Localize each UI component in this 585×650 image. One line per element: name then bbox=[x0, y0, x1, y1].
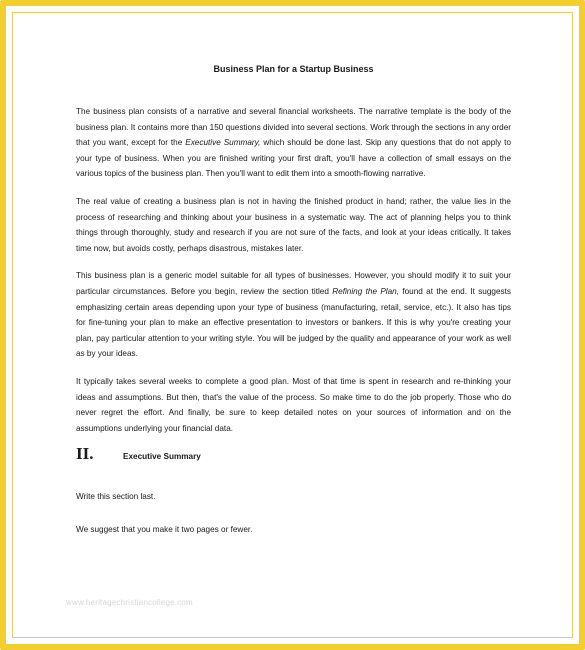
section-heading bbox=[76, 444, 511, 464]
paragraph-intro-text: The business plan consists of a narrative and several financial worksheets. The narrative template is the body of the business plan. It contains more than 150 questions divided into several sections. Work through the sections in any order that you want, except for the bbox=[76, 107, 511, 148]
watermark-text: www.heritagechristiancollege.com bbox=[66, 598, 193, 607]
document-body bbox=[76, 64, 511, 558]
section-title: Executive Summary bbox=[123, 452, 201, 462]
note-page-length: We suggest that you make it two pages or fewer. bbox=[76, 525, 253, 535]
paragraph-intro-end: which should be done last. Skip any questions that do not apply to your type of business. When you are finished writing your first draft, you'll have a collection of small essays on the various topics of the business plan. Then you'll want to edit them into a smooth-flowing narrative. bbox=[76, 138, 511, 179]
paragraph-intro bbox=[76, 104, 511, 182]
paragraph-timing: It typically takes several weeks to complete a good plan. Most of that time is spent in research and re-thinking your ideas and assumptions. But then, that's the value of the process. So make time to do the job properly. Those who do never regret the effort. And finally, be sure to keep detailed notes on your sources of information and on the assumptions underlying your financial data. bbox=[76, 376, 511, 433]
paragraph-value: The real value of creating a business plan is not in having the finished product in hand; rather, the value lies in the process of researching and thinking about your business in a systematic way. The act of planning helps you to think things through thoroughly, study and research if you are not sure of the facts, and look at your ideas critically. It takes time now, but avoids costly, perhaps disastrous, mistakes later. bbox=[76, 196, 511, 253]
paragraph-generic-model bbox=[76, 268, 511, 362]
paragraph-generic-text: This business plan is a generic model suitable for all types of businesses. However, you should modify it to suit your particular circumstances. Before you begin, review the section titled bbox=[76, 271, 511, 296]
note-write-last: Write this section last. bbox=[76, 492, 156, 502]
section-number: II. bbox=[76, 444, 94, 464]
document-title: Business Plan for a Startup Business bbox=[213, 64, 374, 74]
paragraph-generic-emphasis: Refining the Plan, bbox=[332, 286, 399, 296]
paragraph-intro-emphasis: Executive Summary, bbox=[185, 138, 261, 148]
paragraph-generic-end: found at the end. It suggests emphasizing certain areas depending upon your type of business (manufacturing, retail, service, etc.). It also has tips for fine-tuning your plan to make an effective presentation to investors or bankers. If this is why you're creating your plan, pay particular attention to your writing style. You will be judged by the quality and appearance of your work as well as by your ideas. bbox=[76, 286, 511, 359]
